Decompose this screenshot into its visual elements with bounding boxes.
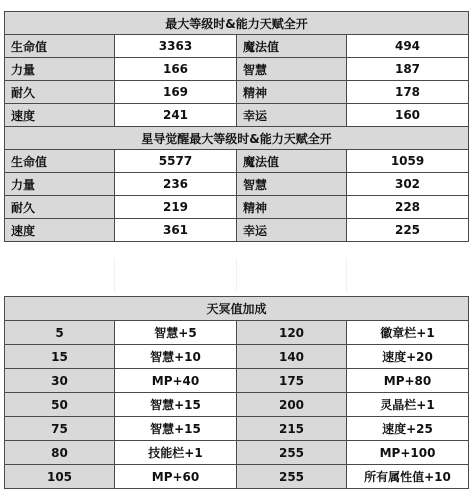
threshold-value: 120 (237, 321, 347, 345)
table-row (5, 150, 469, 173)
threshold-value: 200 (237, 393, 347, 417)
stat-label: 魔法值 (237, 35, 347, 58)
bonus-table-title: 天冥值加成 (5, 297, 469, 321)
bonus-effect: 所有属性值+10 (347, 465, 469, 489)
table-row (5, 441, 469, 465)
threshold-value: 75 (5, 417, 115, 441)
table-row (5, 465, 469, 489)
stat-value: 166 (115, 58, 237, 81)
stat-value: 228 (347, 196, 469, 219)
stat-value: 241 (115, 104, 237, 127)
stat-label: 速度 (5, 104, 115, 127)
bonus-effect: 速度+20 (347, 345, 469, 369)
section-awakening-max-level (5, 127, 469, 242)
threshold-value: 255 (237, 441, 347, 465)
stat-value: 160 (347, 104, 469, 127)
blank-separator (4, 258, 468, 292)
table-row (5, 393, 469, 417)
table-row (5, 196, 469, 219)
section-title-max-level: 最大等级时&能力天赋全开 (5, 12, 469, 35)
stat-label: 生命值 (5, 150, 115, 173)
bonus-effect: 灵晶栏+1 (347, 393, 469, 417)
threshold-value: 175 (237, 369, 347, 393)
table-row (5, 58, 469, 81)
stat-label: 生命值 (5, 35, 115, 58)
threshold-value: 5 (5, 321, 115, 345)
table-row (5, 219, 469, 242)
table-row (5, 81, 469, 104)
table-row (5, 173, 469, 196)
table-row (5, 35, 469, 58)
stat-value: 169 (115, 81, 237, 104)
threshold-value: 80 (5, 441, 115, 465)
stat-value: 187 (347, 58, 469, 81)
faint-divider (236, 258, 237, 292)
bonus-effect: MP+60 (115, 465, 237, 489)
stat-label: 智慧 (237, 173, 347, 196)
bonus-effect: 速度+25 (347, 417, 469, 441)
bonus-effect: MP+100 (347, 441, 469, 465)
stat-label: 幸运 (237, 104, 347, 127)
threshold-value: 50 (5, 393, 115, 417)
stat-label: 精神 (237, 196, 347, 219)
threshold-value: 140 (237, 345, 347, 369)
stat-label: 幸运 (237, 219, 347, 242)
stat-label: 精神 (237, 81, 347, 104)
stat-label: 魔法值 (237, 150, 347, 173)
bonus-table (4, 296, 469, 489)
faint-divider (346, 258, 347, 292)
bonus-effect: 智慧+10 (115, 345, 237, 369)
stat-label: 耐久 (5, 196, 115, 219)
table-row (5, 345, 469, 369)
stat-value: 494 (347, 35, 469, 58)
table-row (5, 369, 469, 393)
stat-label: 力量 (5, 173, 115, 196)
stat-label: 智慧 (237, 58, 347, 81)
stat-value: 236 (115, 173, 237, 196)
bonus-effect: 徽章栏+1 (347, 321, 469, 345)
character-stats-table (4, 11, 469, 242)
section-title-awakening: 星导觉醒最大等级时&能力天赋全开 (5, 127, 469, 150)
stat-label: 耐久 (5, 81, 115, 104)
section-max-level (5, 12, 469, 127)
threshold-value: 255 (237, 465, 347, 489)
bonus-effect: MP+80 (347, 369, 469, 393)
bonus-effect: 智慧+15 (115, 417, 237, 441)
table-row (5, 321, 469, 345)
threshold-value: 15 (5, 345, 115, 369)
bonus-effect: 智慧+5 (115, 321, 237, 345)
bonus-effect: MP+40 (115, 369, 237, 393)
bonus-effect: 技能栏+1 (115, 441, 237, 465)
stat-label: 速度 (5, 219, 115, 242)
faint-divider (114, 258, 115, 292)
stat-value: 361 (115, 219, 237, 242)
bonus-effect: 智慧+15 (115, 393, 237, 417)
stat-value: 1059 (347, 150, 469, 173)
stat-value: 5577 (115, 150, 237, 173)
stat-value: 225 (347, 219, 469, 242)
table-row (5, 104, 469, 127)
stat-value: 178 (347, 81, 469, 104)
stat-value: 219 (115, 196, 237, 219)
stat-value: 3363 (115, 35, 237, 58)
stat-label: 力量 (5, 58, 115, 81)
threshold-value: 215 (237, 417, 347, 441)
threshold-value: 105 (5, 465, 115, 489)
threshold-value: 30 (5, 369, 115, 393)
stat-value: 302 (347, 173, 469, 196)
table-row (5, 417, 469, 441)
